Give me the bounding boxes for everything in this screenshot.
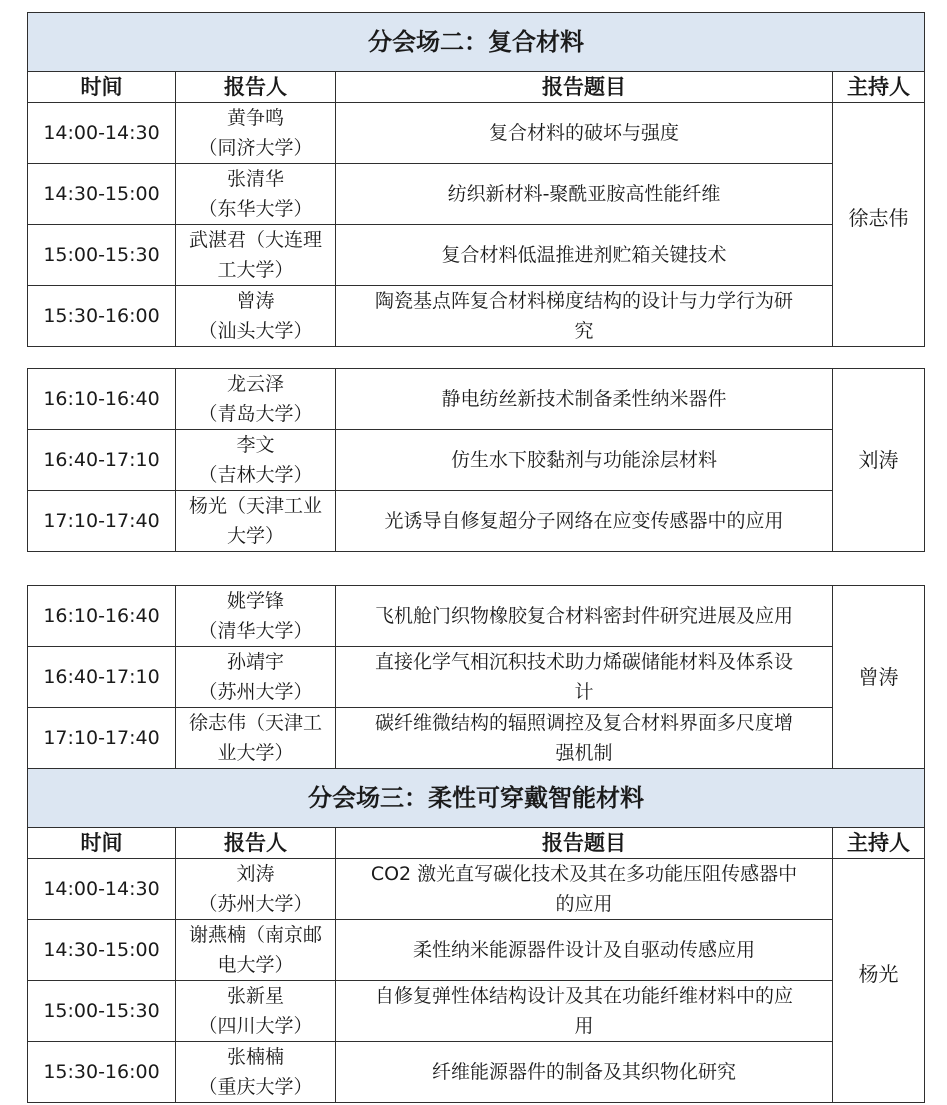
table-row [28,586,925,647]
topic-line: 柔性纳米能源器件设计及自驱动传感应用 [412,939,755,961]
table-row [28,225,925,286]
speaker-affiliation: （青岛大学） [198,403,313,425]
topic-line: 复合材料的破坏与强度 [488,122,679,144]
table-row [28,920,925,981]
time-cell: 14:00-14:30 [28,103,176,164]
header-host: 主持人 [833,828,925,859]
topic-line-2: 用 [574,1015,594,1037]
topic-line-2: 强机制 [555,742,613,764]
topic-cell [336,859,833,920]
host-cell: 杨光 [833,859,925,1103]
speaker-cell [176,491,336,552]
host-cell: 曾涛 [833,586,925,769]
topic-line: 仿生水下胶黏剂与功能涂层材料 [450,449,717,471]
speaker-name: 张清华 [226,168,284,190]
speaker-name: 张楠楠 [226,1046,284,1068]
topic-cell [336,164,833,225]
topic-cell [336,1042,833,1103]
speaker-cell [176,920,336,981]
topic-line: 直接化学气相沉积技术助力烯碳储能材料及体系设 [374,651,793,673]
header-topic: 报告题目 [336,72,833,103]
table-row [28,859,925,920]
time-cell: 14:00-14:30 [28,859,176,920]
speaker-cell [176,708,336,769]
speaker-affiliation: （吉林大学） [198,464,313,486]
topic-line: CO2 激光直写碳化技术及其在多功能压阻传感器中 [370,863,798,885]
table-row [28,430,925,491]
topic-cell [336,920,833,981]
table-row [28,286,925,347]
topic-line: 陶瓷基点阵复合材料梯度结构的设计与力学行为研 [374,290,793,312]
table-row [28,1042,925,1103]
header-host: 主持人 [833,72,925,103]
table-row [28,491,925,552]
speaker-affiliation: 电大学） [217,954,294,976]
speaker-affiliation: （东华大学） [198,198,313,220]
speaker-cell [176,647,336,708]
topic-line: 光诱导自修复超分子网络在应变传感器中的应用 [384,510,784,532]
topic-cell [336,369,833,430]
speaker-name: 刘涛 [236,863,275,885]
table-row [28,164,925,225]
time-cell: 16:10-16:40 [28,369,176,430]
speaker-cell [176,369,336,430]
host-cell: 徐志伟 [833,103,925,347]
speaker-name: 徐志伟（天津工 [188,712,322,734]
speaker-cell [176,225,336,286]
time-cell: 15:00-15:30 [28,225,176,286]
speaker-name: 龙云泽 [226,373,284,395]
speaker-cell [176,103,336,164]
topic-line-2: 的应用 [555,893,613,915]
topic-line: 碳纤维微结构的辐照调控及复合材料界面多尺度增 [374,712,793,734]
speaker-affiliation: （同济大学） [198,137,313,159]
topic-cell [336,286,833,347]
speaker-cell [176,286,336,347]
time-cell: 17:10-17:40 [28,491,176,552]
topic-line: 自修复弹性体结构设计及其在功能纤维材料中的应 [374,985,793,1007]
speaker-cell [176,981,336,1042]
time-cell: 16:10-16:40 [28,586,176,647]
speaker-name: 杨光（天津工业 [188,495,322,517]
time-cell: 17:10-17:40 [28,708,176,769]
speaker-name: 张新星 [226,985,284,1007]
speaker-affiliation: 工大学） [217,259,294,281]
topic-line: 复合材料低温推进剂贮箱关键技术 [441,244,727,266]
header-speaker: 报告人 [176,828,336,859]
time-cell: 16:40-17:10 [28,647,176,708]
session-2-table-part1 [27,12,925,347]
host-cell: 刘涛 [833,369,925,552]
table-row [28,647,925,708]
speaker-cell [176,859,336,920]
time-cell: 14:30-15:00 [28,920,176,981]
time-cell: 16:40-17:10 [28,430,176,491]
speaker-affiliation: （汕头大学） [198,320,313,342]
table-row [28,369,925,430]
topic-cell [336,491,833,552]
header-topic: 报告题目 [336,828,833,859]
table-row [28,103,925,164]
session-3-title: 分会场三：柔性可穿戴智能材料 [28,769,925,828]
time-cell: 15:30-16:00 [28,286,176,347]
topic-cell [336,103,833,164]
speaker-cell [176,430,336,491]
speaker-cell [176,164,336,225]
speaker-affiliation: （重庆大学） [198,1076,313,1098]
topic-cell [336,981,833,1042]
speaker-name: 孙靖宇 [226,651,284,673]
topic-line-2: 计 [574,681,594,703]
time-cell: 14:30-15:00 [28,164,176,225]
header-time: 时间 [28,828,176,859]
speaker-name: 武湛君（大连理 [188,229,322,251]
speaker-affiliation: 大学） [226,525,284,547]
topic-cell [336,647,833,708]
topic-cell [336,225,833,286]
session-2-title: 分会场二：复合材料 [28,13,925,72]
topic-line-2: 究 [574,320,594,342]
table-row [28,708,925,769]
speaker-cell [176,586,336,647]
session-2-table-part2 [27,368,925,552]
speaker-name: 姚学锋 [226,590,284,612]
topic-line: 纺织新材料-聚酰亚胺高性能纤维 [447,183,721,205]
topic-cell [336,430,833,491]
table-row [28,981,925,1042]
speaker-name: 曾涛 [236,290,275,312]
time-cell: 15:30-16:00 [28,1042,176,1103]
speaker-affiliation: 业大学） [217,742,294,764]
header-time: 时间 [28,72,176,103]
topic-line: 飞机舱门织物橡胶复合材料密封件研究进展及应用 [374,605,793,627]
topic-line: 静电纺丝新技术制备柔性纳米器件 [441,388,727,410]
speaker-affiliation: （四川大学） [198,1015,313,1037]
speaker-affiliation: （苏州大学） [198,681,313,703]
topic-line: 纤维能源器件的制备及其织物化研究 [431,1061,736,1083]
speaker-affiliation: （苏州大学） [198,893,313,915]
header-speaker: 报告人 [176,72,336,103]
speaker-name: 谢燕楠（南京邮 [188,924,322,946]
speaker-name: 李文 [236,434,275,456]
session-3-table [27,585,925,1103]
topic-cell [336,586,833,647]
speaker-name: 黄争鸣 [226,107,284,129]
speaker-affiliation: （清华大学） [198,620,313,642]
time-cell: 15:00-15:30 [28,981,176,1042]
topic-cell [336,708,833,769]
speaker-cell [176,1042,336,1103]
